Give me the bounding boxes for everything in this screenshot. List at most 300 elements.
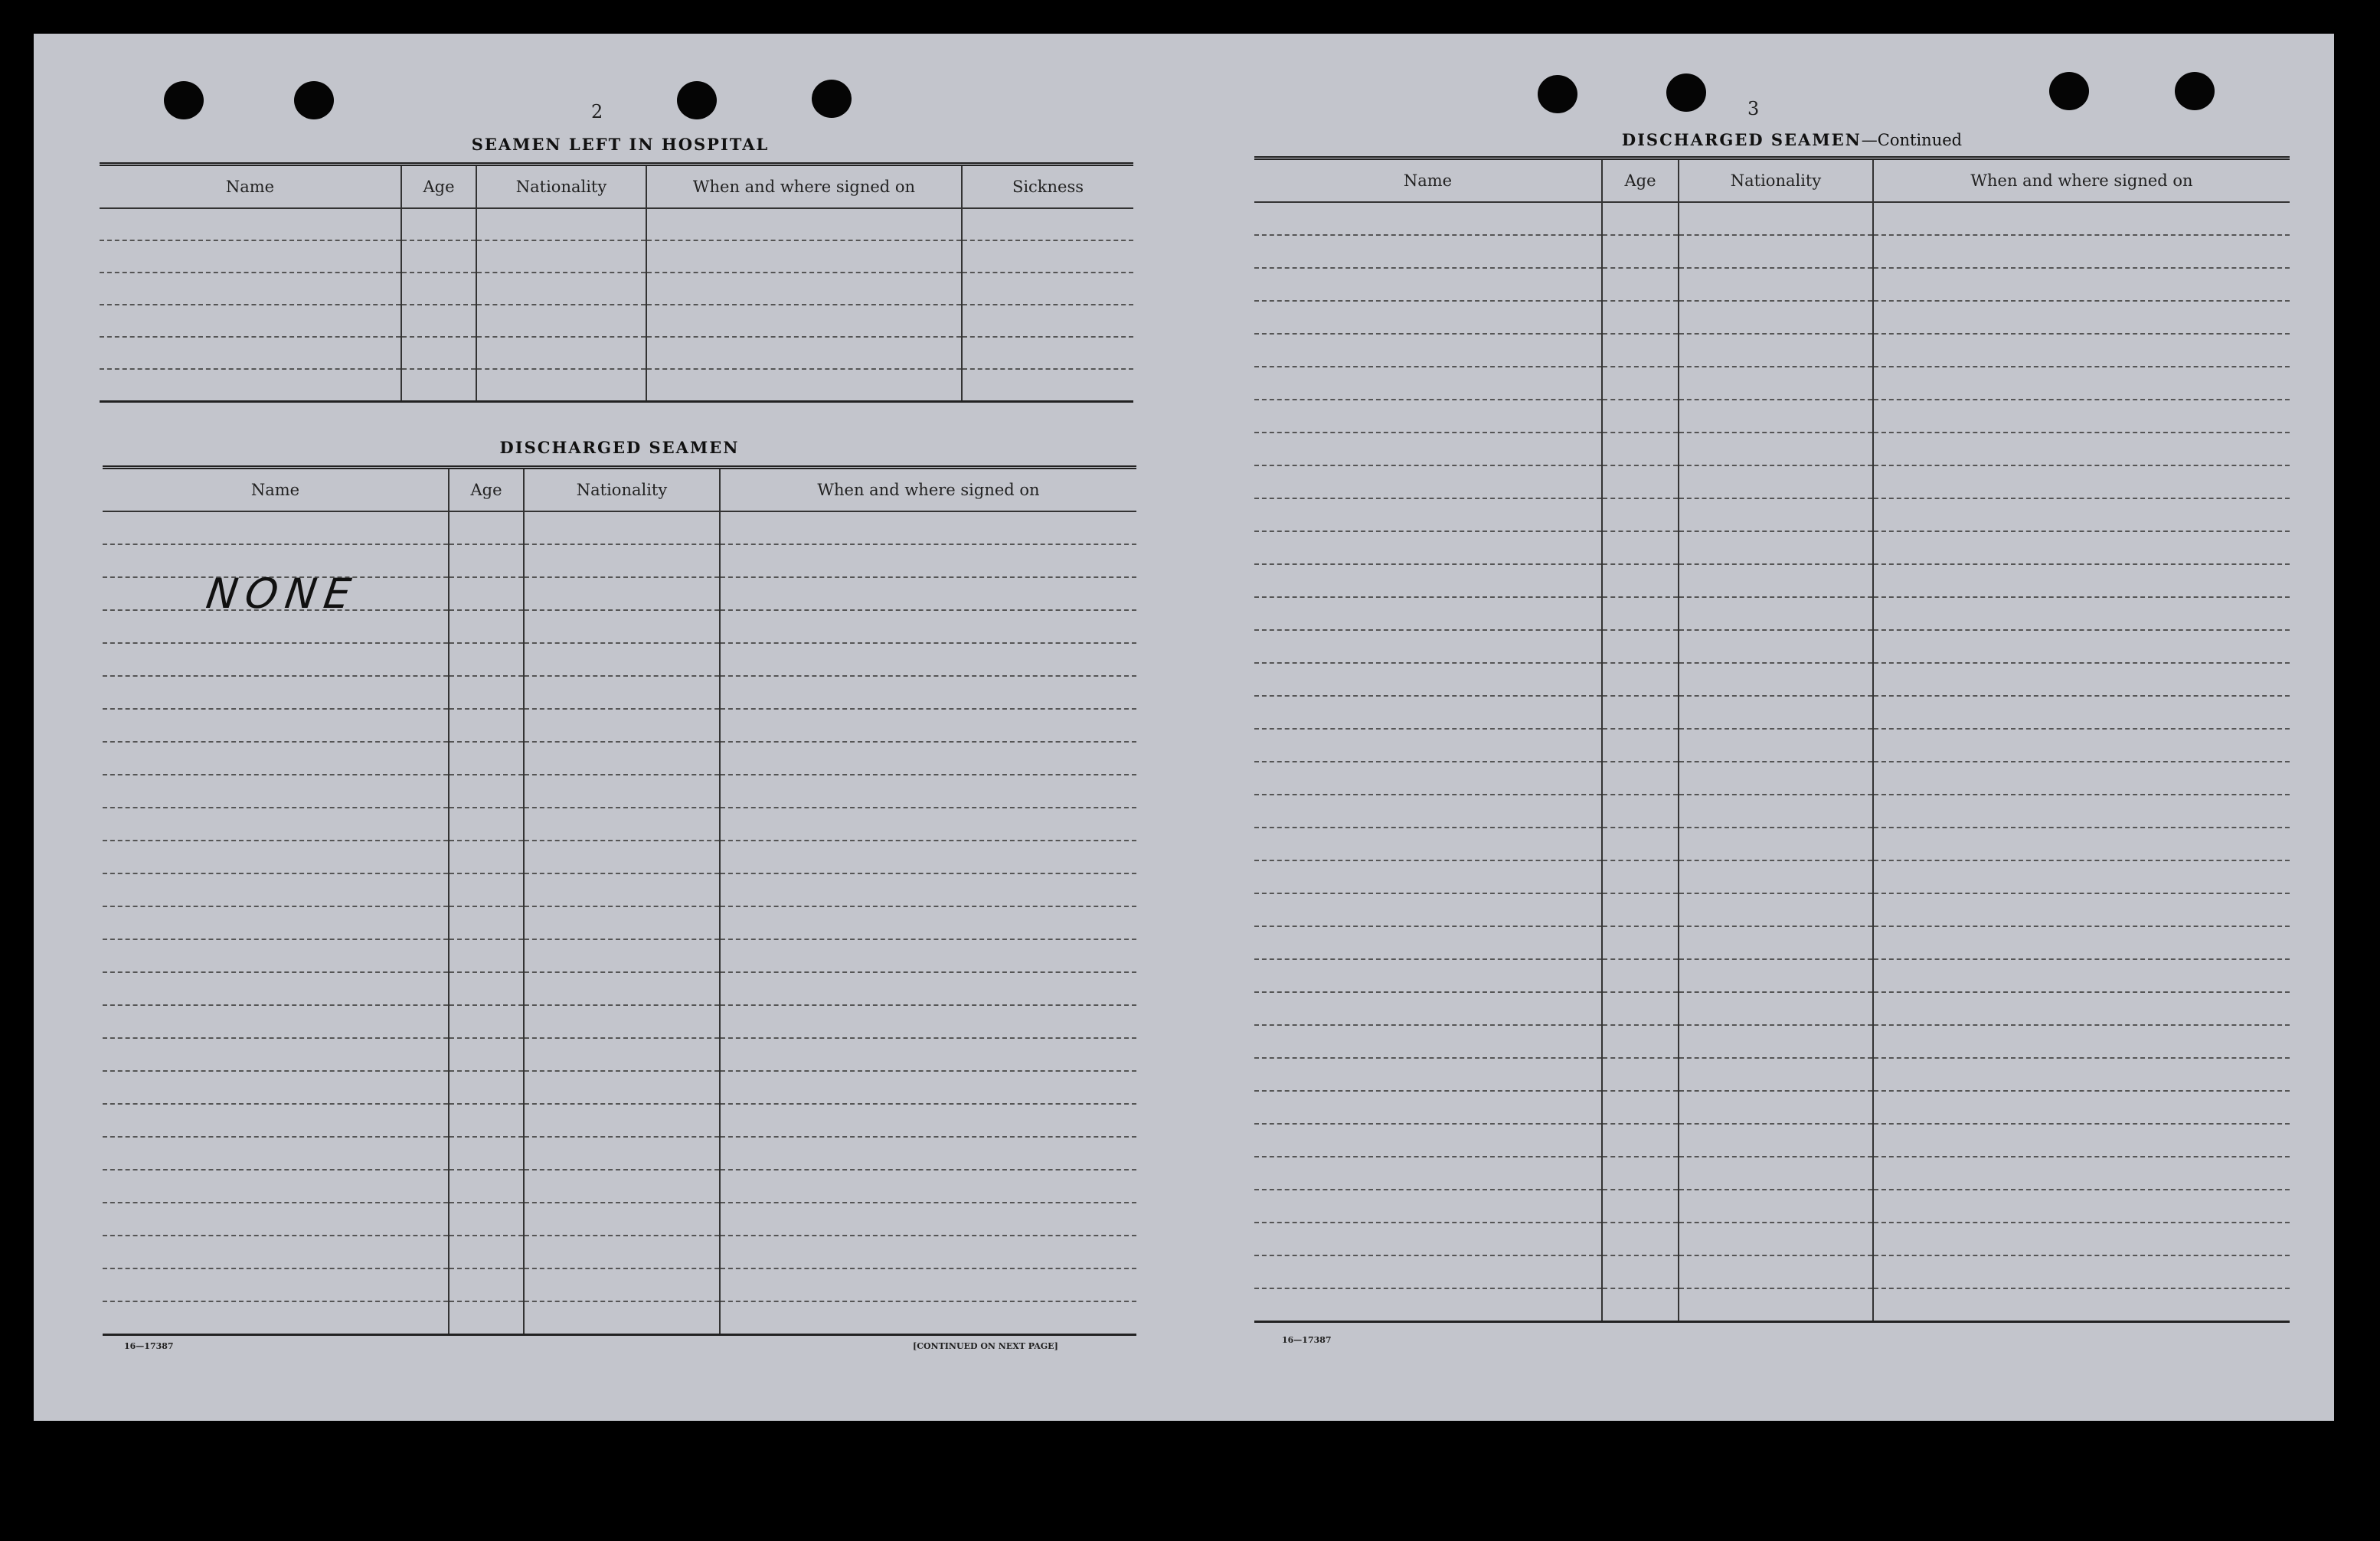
table-cell <box>524 1137 720 1170</box>
table-row <box>1254 795 2290 828</box>
table-cell <box>1873 828 2290 860</box>
table-cell <box>1602 301 1679 334</box>
page-number: 2 <box>591 101 603 122</box>
table-cell <box>1254 1025 1602 1058</box>
table-cell <box>449 1170 524 1203</box>
table-cell <box>1602 1025 1679 1058</box>
table-cell <box>720 906 1136 939</box>
table-cell <box>103 742 449 775</box>
table-cell <box>103 1301 449 1335</box>
table-cell <box>449 873 524 906</box>
table-cell <box>524 939 720 972</box>
table-cell <box>962 305 1133 337</box>
table-cell <box>1679 1124 1873 1157</box>
table-cell <box>103 972 449 1005</box>
table-cell <box>1254 531 1602 564</box>
table-cell <box>1254 268 1602 301</box>
table-cell <box>1873 630 2290 663</box>
table-cell <box>720 511 1136 544</box>
table-cell <box>720 1038 1136 1071</box>
table-cell <box>1873 433 2290 465</box>
table-cell <box>449 775 524 808</box>
table-cell <box>1602 235 1679 268</box>
discharged-table-title: DISCHARGED SEAMEN <box>499 438 740 457</box>
table-row <box>1254 564 2290 597</box>
table-cell <box>103 841 449 873</box>
table-row <box>103 1170 1136 1203</box>
table-cell <box>1254 729 1602 762</box>
table-cell <box>1679 1025 1873 1058</box>
table-row <box>1254 696 2290 729</box>
table-cell <box>1602 893 1679 926</box>
table-cell <box>1254 893 1602 926</box>
table-cell <box>1602 795 1679 828</box>
table-cell <box>1254 663 1602 696</box>
table-cell <box>401 337 476 369</box>
table-row <box>100 240 1133 273</box>
form-number: 16—17387 <box>124 1341 174 1351</box>
table-cell <box>449 841 524 873</box>
table-cell <box>1602 828 1679 860</box>
table-cell <box>720 1203 1136 1236</box>
table-cell <box>720 873 1136 906</box>
table-cell <box>1873 696 2290 729</box>
table-cell <box>1254 1091 1602 1124</box>
table-cell <box>1254 1288 1602 1322</box>
table-cell <box>1679 531 1873 564</box>
table-cell <box>524 841 720 873</box>
table-cell <box>1873 992 2290 1025</box>
table-cell <box>100 337 401 369</box>
table-cell <box>524 643 720 676</box>
table-cell <box>524 1170 720 1203</box>
table-cell <box>720 939 1136 972</box>
table-cell <box>1679 400 1873 433</box>
discharged-continued-title <box>1271 130 2313 149</box>
table-cell <box>1602 1255 1679 1288</box>
table-cell <box>449 808 524 841</box>
table-cell <box>1254 1124 1602 1157</box>
table-cell <box>100 208 401 240</box>
table-row <box>1254 729 2290 762</box>
table-cell <box>1679 498 1873 531</box>
table-row <box>1254 1124 2290 1157</box>
table-cell <box>401 305 476 337</box>
table-row <box>103 1104 1136 1137</box>
table-cell <box>476 337 646 369</box>
punch-hole <box>1666 73 1706 112</box>
table-row <box>103 906 1136 939</box>
table-cell <box>1873 1255 2290 1288</box>
table-cell <box>1873 268 2290 301</box>
table-cell <box>1602 860 1679 893</box>
table-cell <box>103 1071 449 1104</box>
table-row <box>100 369 1133 402</box>
table-cell <box>720 709 1136 742</box>
table-row <box>1254 1255 2290 1288</box>
table-row <box>1254 433 2290 465</box>
table-cell <box>1873 1124 2290 1157</box>
table-row <box>1254 334 2290 367</box>
table-cell <box>1254 202 1602 235</box>
table-cell <box>1254 1255 1602 1288</box>
table-cell <box>1602 1288 1679 1322</box>
table-cell <box>1602 696 1679 729</box>
hospital-table-title: SEAMEN LEFT IN HOSPITAL <box>471 135 770 154</box>
table-cell <box>1873 400 2290 433</box>
table-cell <box>720 1005 1136 1038</box>
table-cell <box>1602 564 1679 597</box>
table-cell <box>449 742 524 775</box>
table-row <box>103 808 1136 841</box>
table-cell <box>449 1236 524 1268</box>
table-cell <box>1254 762 1602 795</box>
table-cell <box>720 1170 1136 1203</box>
punch-hole <box>164 81 204 119</box>
table-cell <box>524 676 720 709</box>
table-cell <box>1602 531 1679 564</box>
table-cell <box>1602 202 1679 235</box>
table-row <box>103 742 1136 775</box>
table-row <box>1254 828 2290 860</box>
table-cell <box>103 709 449 742</box>
table-cell <box>1679 729 1873 762</box>
table-cell <box>449 643 524 676</box>
table-cell <box>103 808 449 841</box>
table-cell <box>1679 795 1873 828</box>
table-cell <box>1602 334 1679 367</box>
table-cell <box>401 273 476 305</box>
table-cell <box>646 273 962 305</box>
table-cell <box>1602 498 1679 531</box>
table-cell <box>1679 959 1873 992</box>
table-cell <box>1254 1190 1602 1223</box>
table-cell <box>1873 498 2290 531</box>
table-row <box>103 676 1136 709</box>
punch-hole <box>294 81 334 119</box>
table-cell <box>100 369 401 402</box>
table-cell <box>1679 762 1873 795</box>
table-cell <box>1679 893 1873 926</box>
hospital-table-body <box>100 208 1133 402</box>
table-cell <box>1679 860 1873 893</box>
table-cell <box>1602 959 1679 992</box>
table-cell <box>646 305 962 337</box>
table-row <box>103 1038 1136 1071</box>
table-row <box>1254 860 2290 893</box>
table-row <box>1254 992 2290 1025</box>
table-cell <box>103 1203 449 1236</box>
table-cell <box>1254 334 1602 367</box>
discharged-table-body <box>103 511 1136 1335</box>
table-cell <box>1679 268 1873 301</box>
table-row <box>103 1071 1136 1104</box>
page-number: 3 <box>1747 98 1760 119</box>
table-cell <box>524 906 720 939</box>
table-cell <box>1602 1124 1679 1157</box>
table-cell <box>476 369 646 402</box>
table-cell <box>1254 498 1602 531</box>
table-cell <box>1679 828 1873 860</box>
table-cell <box>524 742 720 775</box>
table-cell <box>1873 1190 2290 1223</box>
table-row <box>103 939 1136 972</box>
column-header-nationality: Nationality <box>1679 158 1873 203</box>
table-cell <box>1602 1091 1679 1124</box>
table-cell <box>1254 367 1602 400</box>
table-row <box>103 643 1136 676</box>
table-cell <box>1602 630 1679 663</box>
table-cell <box>103 873 449 906</box>
table-row <box>100 337 1133 369</box>
table-row <box>103 1268 1136 1301</box>
table-cell <box>524 1071 720 1104</box>
table-cell <box>449 676 524 709</box>
table-cell <box>103 906 449 939</box>
table-cell <box>1679 334 1873 367</box>
table-header-row <box>1254 158 2290 203</box>
table-cell <box>1602 1190 1679 1223</box>
table-cell <box>103 643 449 676</box>
table-cell <box>524 577 720 610</box>
table-cell <box>476 305 646 337</box>
table-cell <box>1602 1223 1679 1255</box>
table-cell <box>1679 696 1873 729</box>
table-row <box>103 1301 1136 1335</box>
table-row <box>103 1137 1136 1170</box>
table-cell <box>1602 729 1679 762</box>
table-cell <box>1602 663 1679 696</box>
table-cell <box>1602 762 1679 795</box>
table-cell <box>1254 400 1602 433</box>
table-cell <box>449 544 524 577</box>
table-cell <box>524 972 720 1005</box>
table-cell <box>1873 663 2290 696</box>
table-cell <box>100 273 401 305</box>
column-header-signed-on: When and where signed on <box>646 165 962 209</box>
table-cell <box>1602 1058 1679 1091</box>
table-cell <box>1602 465 1679 498</box>
table-cell <box>646 337 962 369</box>
table-row <box>100 208 1133 240</box>
table-cell <box>401 208 476 240</box>
table-cell <box>103 1038 449 1071</box>
table-cell <box>1679 1091 1873 1124</box>
table-row <box>100 273 1133 305</box>
title-suffix: —Continued <box>1861 131 1963 149</box>
table-cell <box>1873 1223 2290 1255</box>
table-cell <box>720 643 1136 676</box>
column-header-signed-on: When and where signed on <box>1873 158 2290 203</box>
table-row <box>1254 367 2290 400</box>
table-cell <box>1679 1223 1873 1255</box>
table-row <box>1254 202 2290 235</box>
table-cell <box>1254 959 1602 992</box>
table-row <box>1254 531 2290 564</box>
table-cell <box>1873 729 2290 762</box>
table-row <box>1254 630 2290 663</box>
table-cell <box>1254 1157 1602 1190</box>
table-cell <box>1873 1288 2290 1322</box>
table-row <box>103 709 1136 742</box>
table-cell <box>1602 926 1679 959</box>
table-cell <box>1873 762 2290 795</box>
table-row <box>103 873 1136 906</box>
table-cell <box>1254 926 1602 959</box>
column-header-name: Name <box>100 165 401 209</box>
table-cell <box>720 676 1136 709</box>
table-cell <box>476 273 646 305</box>
table-cell <box>1602 433 1679 465</box>
table-row <box>1254 498 2290 531</box>
table-cell <box>103 1104 449 1137</box>
table-row <box>1254 301 2290 334</box>
table-row <box>1254 268 2290 301</box>
table-cell <box>720 775 1136 808</box>
table-cell <box>646 369 962 402</box>
table-cell <box>1254 992 1602 1025</box>
table-cell <box>1254 433 1602 465</box>
table-row <box>1254 400 2290 433</box>
table-cell <box>1679 301 1873 334</box>
table-cell <box>103 511 449 544</box>
table-cell <box>524 544 720 577</box>
table-cell <box>1679 663 1873 696</box>
table-cell <box>1679 465 1873 498</box>
table-cell <box>449 1071 524 1104</box>
table-cell <box>524 1268 720 1301</box>
table-row <box>1254 1223 2290 1255</box>
table-row <box>1254 1091 2290 1124</box>
column-header-sickness: Sickness <box>962 165 1133 209</box>
punch-hole <box>2049 72 2089 110</box>
table-row <box>103 1203 1136 1236</box>
table-cell <box>1602 597 1679 630</box>
form-number: 16—17387 <box>1282 1335 1332 1345</box>
table-row <box>1254 1190 2290 1223</box>
handwritten-entry: NONE <box>203 570 361 618</box>
table-cell <box>1602 992 1679 1025</box>
punch-hole <box>677 81 717 119</box>
table-cell <box>1873 367 2290 400</box>
document-sheet <box>34 34 2334 1421</box>
table-row <box>1254 762 2290 795</box>
table-cell <box>476 240 646 273</box>
table-cell <box>1254 465 1602 498</box>
table-cell <box>1679 1058 1873 1091</box>
table-cell <box>449 1268 524 1301</box>
table-cell <box>720 610 1136 643</box>
table-cell <box>1602 268 1679 301</box>
table-cell <box>1679 992 1873 1025</box>
table-cell <box>1873 1025 2290 1058</box>
continued-note: [CONTINUED ON NEXT PAGE] <box>913 1341 1058 1351</box>
table-row <box>1254 663 2290 696</box>
punch-hole <box>2175 72 2215 110</box>
table-cell <box>1679 1255 1873 1288</box>
column-header-age: Age <box>401 165 476 209</box>
table-cell <box>1873 597 2290 630</box>
table-cell <box>524 1301 720 1335</box>
table-cell <box>524 1203 720 1236</box>
discharged-continued-table <box>1254 156 2290 1323</box>
table-cell <box>1873 893 2290 926</box>
table-cell <box>962 273 1133 305</box>
column-header-nationality: Nationality <box>524 468 720 512</box>
table-cell <box>401 240 476 273</box>
table-cell <box>720 841 1136 873</box>
table-row <box>1254 597 2290 630</box>
hospital-table <box>100 162 1133 403</box>
table-cell <box>1254 564 1602 597</box>
table-cell <box>449 1038 524 1071</box>
table-cell <box>449 972 524 1005</box>
table-cell <box>1254 795 1602 828</box>
table-cell <box>720 742 1136 775</box>
table-cell <box>1873 531 2290 564</box>
column-header-age: Age <box>449 468 524 512</box>
table-cell <box>1679 597 1873 630</box>
table-cell <box>720 1071 1136 1104</box>
table-row <box>103 511 1136 544</box>
table-cell <box>449 1005 524 1038</box>
table-cell <box>1679 926 1873 959</box>
table-cell <box>1679 564 1873 597</box>
table-cell <box>1254 235 1602 268</box>
table-cell <box>1679 202 1873 235</box>
table-cell <box>449 1104 524 1137</box>
table-cell <box>103 1005 449 1038</box>
table-cell <box>449 511 524 544</box>
table-cell <box>962 208 1133 240</box>
table-row <box>1254 1288 2290 1322</box>
table-row <box>103 775 1136 808</box>
table-cell <box>1873 926 2290 959</box>
table-cell <box>1254 828 1602 860</box>
table-cell <box>720 577 1136 610</box>
column-header-age: Age <box>1602 158 1679 203</box>
column-header-name: Name <box>103 468 449 512</box>
table-cell <box>1254 630 1602 663</box>
table-cell <box>100 240 401 273</box>
table-cell <box>1873 860 2290 893</box>
table-row <box>100 305 1133 337</box>
table-cell <box>1679 630 1873 663</box>
table-cell <box>1602 400 1679 433</box>
table-cell <box>1873 235 2290 268</box>
table-cell <box>962 369 1133 402</box>
table-cell <box>1254 860 1602 893</box>
table-row <box>103 972 1136 1005</box>
table-cell <box>449 906 524 939</box>
table-cell <box>1873 465 2290 498</box>
table-cell <box>962 337 1133 369</box>
table-cell <box>720 1268 1136 1301</box>
table-cell <box>1602 367 1679 400</box>
table-cell <box>1254 301 1602 334</box>
table-cell <box>1254 1058 1602 1091</box>
table-row <box>1254 893 2290 926</box>
table-cell <box>1679 1288 1873 1322</box>
table-cell <box>1873 795 2290 828</box>
table-cell <box>449 577 524 610</box>
table-cell <box>720 1104 1136 1137</box>
table-cell <box>1873 1058 2290 1091</box>
table-cell <box>524 1104 720 1137</box>
table-cell <box>524 873 720 906</box>
table-cell <box>524 511 720 544</box>
table-cell <box>1679 1157 1873 1190</box>
